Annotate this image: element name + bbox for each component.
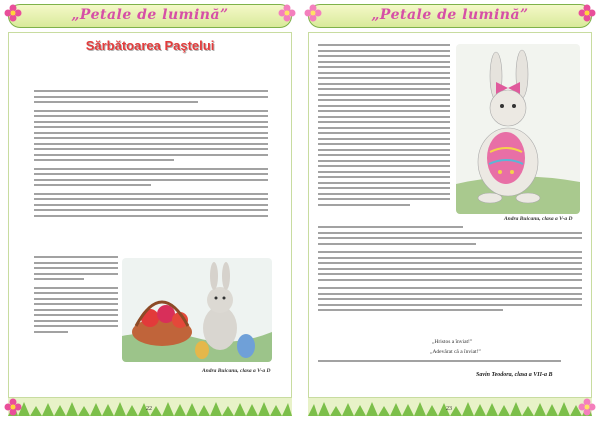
header-title: „Petale de lumină” bbox=[371, 7, 529, 23]
flower-icon bbox=[304, 4, 322, 22]
bunny-with-egg-drawing bbox=[456, 44, 580, 214]
header-title: „Petale de lumină” bbox=[71, 7, 229, 23]
easter-bunny-basket-drawing bbox=[122, 258, 272, 362]
flower-icon bbox=[278, 4, 296, 22]
left-text-block bbox=[34, 90, 268, 220]
right-full-text bbox=[318, 226, 582, 315]
article-title: Sărbătoarea Paştelui bbox=[85, 38, 215, 53]
left-header-banner bbox=[8, 4, 292, 28]
author-name: Savin Teodora, clasa a VII-a B bbox=[476, 372, 553, 378]
flower-icon bbox=[4, 398, 22, 416]
right-page bbox=[300, 0, 600, 424]
poem-line-1: „Hristos a înviat!” bbox=[432, 339, 473, 345]
illustration-caption: Andra Buicanu, clasa a V-a D bbox=[202, 368, 271, 374]
flower-icon bbox=[578, 398, 596, 416]
left-column-text bbox=[34, 256, 118, 336]
right-header-banner bbox=[308, 4, 592, 28]
right-column-text bbox=[318, 44, 450, 209]
page-number: 23 bbox=[446, 406, 452, 412]
flower-icon bbox=[4, 4, 22, 22]
illustration-caption: Andra Buicanu, clasa a V-a D bbox=[504, 216, 573, 222]
right-closing-text bbox=[318, 360, 582, 366]
flower-icon bbox=[578, 4, 596, 22]
page-number: 22 bbox=[146, 406, 152, 412]
poem-line-2: „Adevărat că a înviat!” bbox=[430, 349, 481, 355]
